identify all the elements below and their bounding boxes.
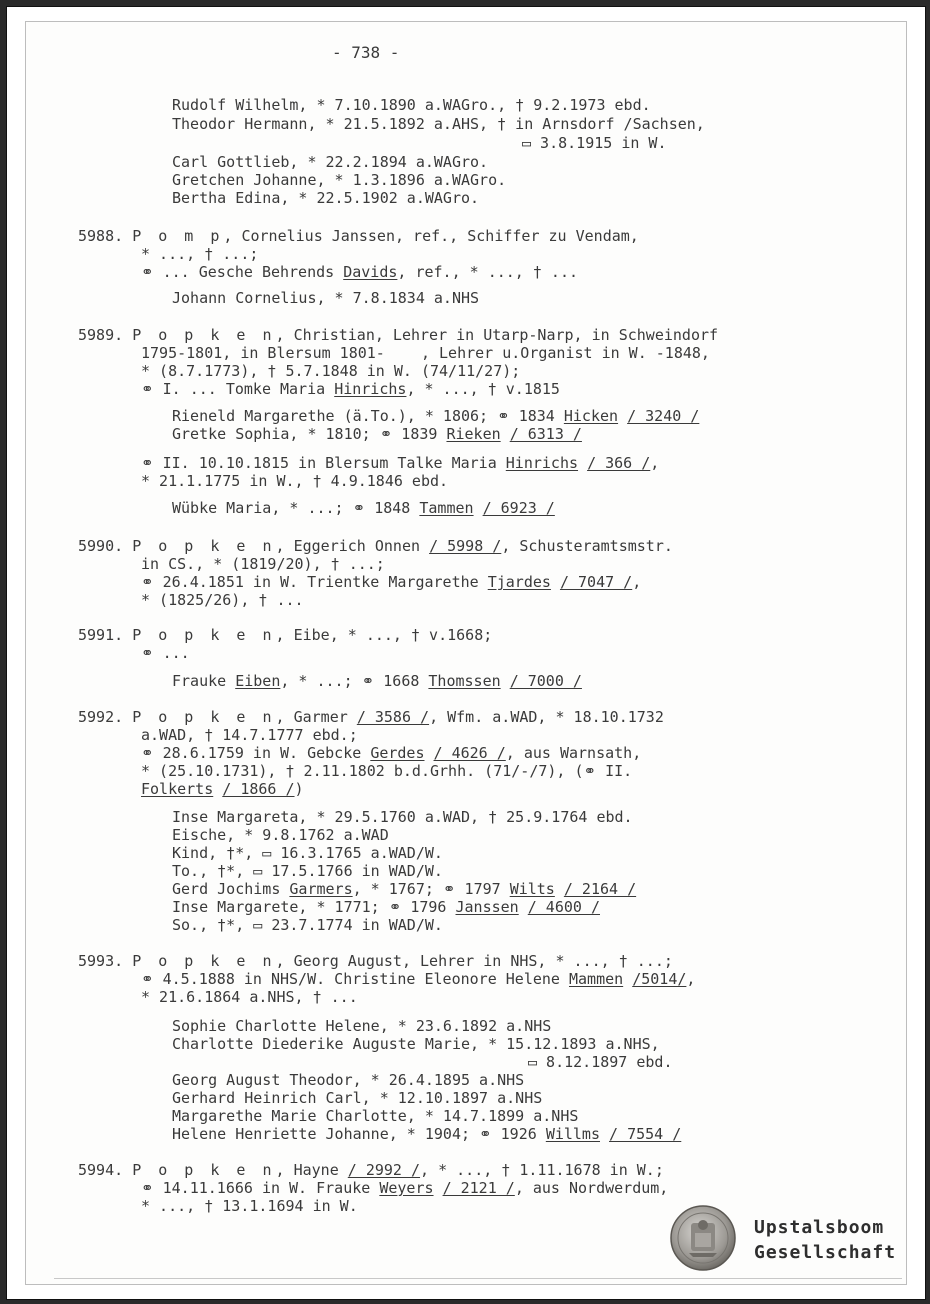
child-line: Eische, * 9.8.1762 a.WAD: [172, 826, 389, 844]
entry-text: , Cornelius Janssen, ref., Schiffer zu Vendam,: [223, 227, 639, 245]
cross-reference: / 6313 /: [509, 425, 582, 443]
entry-text: Rieneld Margarethe (ä.To.), * 1806; ⚭ 1834: [172, 407, 564, 425]
entry-text: , * ..., † 1.11.1678 in W.;: [420, 1161, 664, 1179]
entry-number: 5990.: [78, 537, 124, 555]
child-line: [172, 408, 699, 425]
entry-number: 5993.: [78, 952, 124, 970]
entry-line: in CS., * (1819/20), † ...;: [141, 555, 385, 573]
child-line: Bertha Edina, * 22.5.1902 a.WAGro.: [172, 189, 480, 207]
child-line: Charlotte Diederike Auguste Marie, * 15.12.1893 a.NHS,: [172, 1035, 660, 1053]
child-line: Sophie Charlotte Helene, * 23.6.1892 a.NHS: [172, 1017, 552, 1035]
entry-text: , Eibe, * ..., † v.1668;: [275, 626, 493, 644]
entry-number: 5991.: [78, 626, 124, 644]
burial-line: ▭ 3.8.1915 in W.: [522, 134, 667, 152]
entry-text: [618, 407, 627, 425]
cross-reference: / 5998 /: [429, 537, 502, 555]
entry-text: [551, 573, 560, 591]
child-line: Carl Gottlieb, * 22.2.1894 a.WAGro.: [172, 153, 489, 171]
child-line: [172, 899, 600, 916]
marriage-line: [141, 455, 659, 472]
child-line: [172, 673, 582, 690]
cross-reference: / 7047 /: [559, 573, 633, 591]
spouse-surname: Hinrichs: [505, 454, 579, 472]
burial-line: ▭ 8.12.1897 ebd.: [528, 1053, 673, 1071]
child-line: Gerhard Heinrich Carl, * 12.10.1897 a.NHS: [172, 1089, 543, 1107]
child-line: [172, 881, 636, 898]
entry-5988-header: [78, 228, 639, 245]
child-line: Rudolf Wilhelm, * 7.10.1890 a.WAGro., † 9.2.1973 ebd.: [172, 96, 651, 114]
entry-text: Gretke Sophia, * 1810; ⚭ 1839: [172, 425, 447, 443]
spouse-surname: Weyers: [379, 1179, 434, 1197]
entry-text: [425, 744, 434, 762]
child-line: Inse Margareta, * 29.5.1760 a.WAD, † 25.9.1764 ebd.: [172, 808, 633, 826]
child-line: To., †*, ▭ 17.5.1766 in WAD/W.: [172, 862, 443, 880]
entry-text: , aus Nordwerdum,: [514, 1179, 669, 1197]
entry-text: ⚭ II. 10.10.1815 in Blersum Talke Maria: [141, 454, 506, 472]
entry-text: [434, 1179, 443, 1197]
entry-text: ⚭ 4.5.1888 in NHS/W. Christine Eleonore Helene: [141, 970, 569, 988]
marriage-line: [141, 971, 695, 988]
linked-surname: Garmers: [289, 880, 353, 898]
entry-text: Inse Margarete, * 1771; ⚭ 1796: [172, 898, 456, 916]
entry-text: ⚭ 28.6.1759 in W. Gebcke: [141, 744, 371, 762]
entry-line: * ..., † ...;: [141, 245, 259, 263]
marriage-line: [141, 381, 560, 398]
cross-reference: / 2992 /: [347, 1161, 421, 1179]
cross-reference: / 3586 /: [356, 708, 430, 726]
entry-number: 5992.: [78, 708, 124, 726]
linked-surname: Janssen: [455, 898, 519, 916]
entry-text: [600, 1125, 609, 1143]
child-line: [172, 426, 582, 443]
linked-surname: Eiben: [235, 672, 281, 690]
entry-line: [141, 781, 304, 798]
entry-text: , Hayne: [275, 1161, 348, 1179]
linked-surname: Thomssen: [428, 672, 501, 690]
cross-reference: / 2121 /: [442, 1179, 515, 1197]
entry-text: ⚭ ... Gesche Behrends: [141, 263, 344, 281]
cross-reference: / 6923 /: [482, 499, 555, 517]
entry-text: ⚭ 26.4.1851 in W. Trientke Margarethe: [141, 573, 488, 591]
linked-surname: Willms: [545, 1125, 600, 1143]
entry-text: [474, 499, 483, 517]
entry-text: ⚭ 14.11.1666 in W. Frauke: [141, 1179, 380, 1197]
marriage-line: [141, 1180, 668, 1197]
entry-text: [501, 425, 510, 443]
surname: P o p k e n: [132, 326, 276, 344]
child-line: Gretchen Johanne, * 1.3.1896 a.WAGro.: [172, 171, 507, 189]
cross-reference: / 366 /: [587, 454, 651, 472]
entry-text: Helene Henriette Johanne, * 1904; ⚭ 1926: [172, 1125, 546, 1143]
child-line: [172, 1126, 681, 1143]
surname: P o m p: [132, 227, 224, 245]
entry-line: * ..., † 13.1.1694 in W.: [141, 1197, 358, 1215]
linked-surname: Rieken: [446, 425, 501, 443]
entry-number: 5994.: [78, 1161, 124, 1179]
entry-5991-header: [78, 627, 492, 644]
child-line: Georg August Theodor, * 26.4.1895 a.NHS: [172, 1071, 525, 1089]
marriage-line: [141, 745, 641, 762]
child-line: [172, 500, 555, 517]
entry-line: * 21.1.1775 in W., † 4.9.1846 ebd.: [141, 472, 449, 490]
entry-5990-header: [78, 538, 673, 555]
entry-number: 5988.: [78, 227, 124, 245]
child-line: Johann Cornelius, * 7.8.1834 a.NHS: [172, 289, 480, 307]
cross-reference: /5014/: [632, 970, 687, 988]
spouse-surname: Davids: [343, 263, 398, 281]
entry-line: * (25.10.1731), † 2.11.1802 b.d.Grhh. (71/-/7), (⚭ II.: [141, 762, 633, 780]
entry-text: [501, 672, 510, 690]
surname: P o p k e n: [132, 626, 276, 644]
linked-surname: Folkerts: [141, 780, 214, 798]
entry-text: [578, 454, 587, 472]
entry-5994-header: [78, 1162, 664, 1179]
spouse-surname: Hinrichs: [334, 380, 407, 398]
entry-text: Wübke Maria, * ...; ⚭ 1848: [172, 499, 420, 517]
cross-reference: / 3240 /: [627, 407, 700, 425]
society-seal-logo: [661, 1205, 741, 1271]
child-line: Margarethe Marie Charlotte, * 14.7.1899 a.NHS: [172, 1107, 579, 1125]
cross-reference: / 1866 /: [222, 780, 295, 798]
entry-text: , Christian, Lehrer in Utarp-Narp, in Schweindorf: [275, 326, 719, 344]
entry-text: [519, 898, 528, 916]
entry-number: 5989.: [78, 326, 124, 344]
linked-surname: Hicken: [563, 407, 619, 425]
entry-text: ,: [686, 970, 696, 988]
entry-text: , Georg August, Lehrer in NHS, * ..., † ...;: [275, 952, 673, 970]
linked-surname: Tammen: [419, 499, 474, 517]
cross-reference: / 4600 /: [527, 898, 600, 916]
entry-text: ⚭ I. ... Tomke Maria: [141, 380, 335, 398]
entry-text: , Schusteramtsmstr.: [501, 537, 673, 555]
surname: P o p k e n: [132, 537, 276, 555]
entry-5989-header: [78, 327, 718, 344]
entry-text: ,: [650, 454, 660, 472]
spouse-surname: Gerdes: [370, 744, 425, 762]
entry-5993-header: [78, 953, 673, 970]
entry-line: 1795-1801, in Blersum 1801- , Lehrer u.Organist in W. -1848,: [141, 344, 710, 362]
entry-5992-header: [78, 709, 664, 726]
cross-reference: / 7554 /: [609, 1125, 682, 1143]
entry-text: , * ...; ⚭ 1668: [280, 672, 429, 690]
brand-name-line2: Gesellschaft: [754, 1242, 897, 1263]
spouse-surname: Tjardes: [487, 573, 551, 591]
surname: P o p k e n: [132, 708, 276, 726]
cross-reference: / 2164 /: [563, 880, 637, 898]
entry-text: ): [294, 780, 304, 798]
entry-text: , Eggerich Onnen: [275, 537, 430, 555]
entry-line: * (1825/26), † ...: [141, 591, 304, 609]
entry-line: a.WAD, † 14.7.1777 ebd.;: [141, 726, 358, 744]
entry-text: [555, 880, 564, 898]
linked-surname: Wilts: [509, 880, 555, 898]
entry-text: , Garmer: [275, 708, 357, 726]
child-line: So., †*, ▭ 23.7.1774 in WAD/W.: [172, 916, 443, 934]
cross-reference: / 4626 /: [433, 744, 506, 762]
page-number: - 738 -: [332, 43, 400, 62]
footer-divider: [54, 1278, 902, 1279]
entry-text: , Wfm. a.WAD, * 18.10.1732: [429, 708, 664, 726]
entry-text: [213, 780, 222, 798]
entry-text: ,: [632, 573, 642, 591]
entry-text: [623, 970, 632, 988]
entry-text: , ref., * ..., † ...: [397, 263, 579, 281]
marriage-line: ⚭ ...: [141, 644, 190, 662]
spouse-surname: Mammen: [568, 970, 624, 988]
brand-name-line1: Upstalsboom: [754, 1217, 885, 1238]
cross-reference: / 7000 /: [509, 672, 582, 690]
entry-text: Frauke: [172, 672, 236, 690]
marriage-line: [141, 264, 578, 281]
entry-line: * 21.6.1864 a.NHS, † ...: [141, 988, 358, 1006]
child-line: Theodor Hermann, * 21.5.1892 a.AHS, † in Arnsdorf /Sachsen,: [172, 115, 705, 133]
entry-line: * (8.7.1773), † 5.7.1848 in W. (74/11/27);: [141, 362, 521, 380]
entry-text: Gerd Jochims: [172, 880, 290, 898]
entry-text: , * 1767; ⚭ 1797: [352, 880, 510, 898]
marriage-line: [141, 574, 641, 591]
entry-text: , aus Warnsath,: [505, 744, 642, 762]
entry-text: , * ..., † v.1815: [406, 380, 560, 398]
surname: P o p k e n: [132, 952, 276, 970]
surname: P o p k e n: [132, 1161, 276, 1179]
child-line: Kind, †*, ▭ 16.3.1765 a.WAD/W.: [172, 844, 443, 862]
